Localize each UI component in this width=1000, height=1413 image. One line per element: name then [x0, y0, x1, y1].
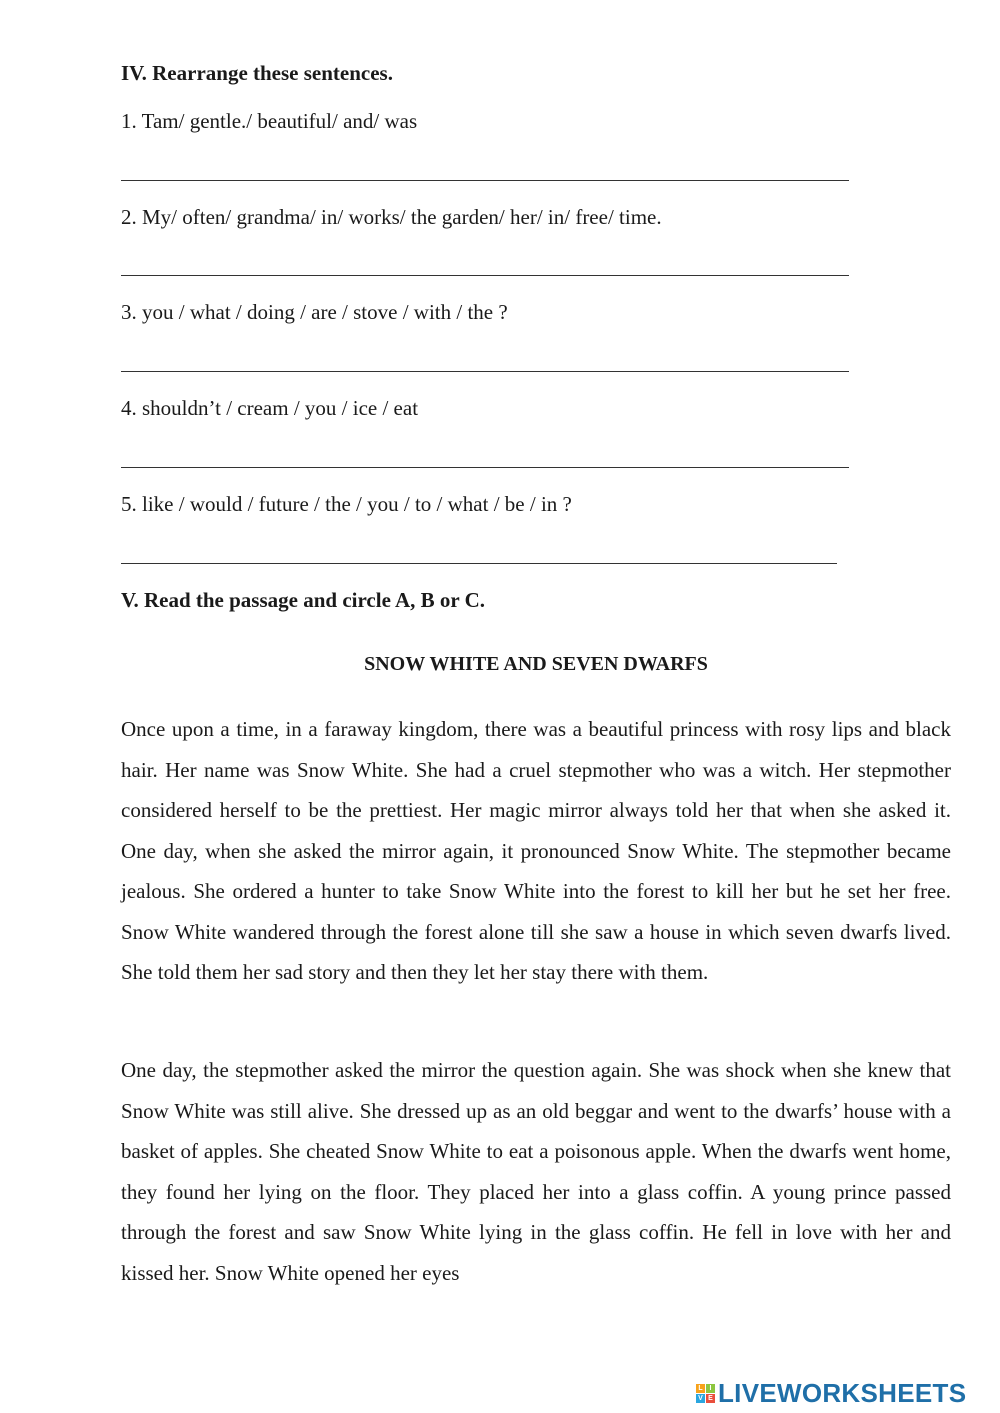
passage-paragraph-1: Once upon a time, in a faraway kingdom, there was a beautiful princess with rosy lips and black hair. Her name was Snow White. She had a cruel stepmother who was a witch. Her stepmother considered herself to be the prettiest. Her magic mirror always told her that when she asked it. One day, when she asked the mirror again, it pronounced Snow White. The stepmother became jealous. She ordered a hunter to take Snow White into the forest to kill her but he set her free. Snow White wandered through the forest alone till she saw a house in which seven dwarfs lived. She told them her sad story and then they let her stay there with them. [121, 717, 951, 984]
rearrange-item-5: 5. like / would / future / the / you / to / what / be / in ? [121, 492, 572, 516]
answer-line-5[interactable] [121, 563, 837, 564]
logo-tile: L [696, 1384, 705, 1393]
answer-line-3[interactable] [121, 371, 849, 372]
liveworksheets-logo [696, 1378, 966, 1409]
answer-line-2[interactable] [121, 275, 849, 276]
answer-line-1[interactable] [121, 180, 849, 181]
passage-title: SNOW WHITE AND SEVEN DWARFS [364, 653, 708, 675]
section-4-heading: IV. Rearrange these sentences. [121, 61, 393, 85]
logo-tile: V [696, 1394, 705, 1403]
passage-paragraph-2: One day, the stepmother asked the mirror the question again. She was shock when she knew that Snow White was still alive. She dressed up as an old beggar and went to the dwarfs’ house with a basket of apples. She cheated Snow White to eat a poisonous apple. When the dwarfs went home, they found her lying on the floor. They placed her into a glass coffin. A young prince passed through the forest and saw Snow White lying in the glass coffin. He fell in love with her and kissed her. Snow White opened her eyes [121, 1058, 951, 1285]
logo-tile: E [706, 1394, 715, 1403]
answer-line-4[interactable] [121, 467, 849, 468]
section-5-heading: V. Read the passage and circle A, B or C. [121, 588, 486, 612]
rearrange-item-2: 2. My/ often/ grandma/ in/ works/ the garden/ her/ in/ free/ time. [121, 205, 662, 229]
liveworksheets-brand-text: LIVEWORKSHEETS [718, 1378, 967, 1408]
logo-tile: I [706, 1384, 715, 1393]
rearrange-item-1: 1. Tam/ gentle./ beautiful/ and/ was [121, 109, 418, 133]
rearrange-item-3: 3. you / what / doing / are / stove / with / the ? [121, 300, 508, 324]
rearrange-item-4: 4. shouldn’t / cream / you / ice / eat [121, 396, 419, 420]
liveworksheets-logo-icon [696, 1384, 715, 1403]
